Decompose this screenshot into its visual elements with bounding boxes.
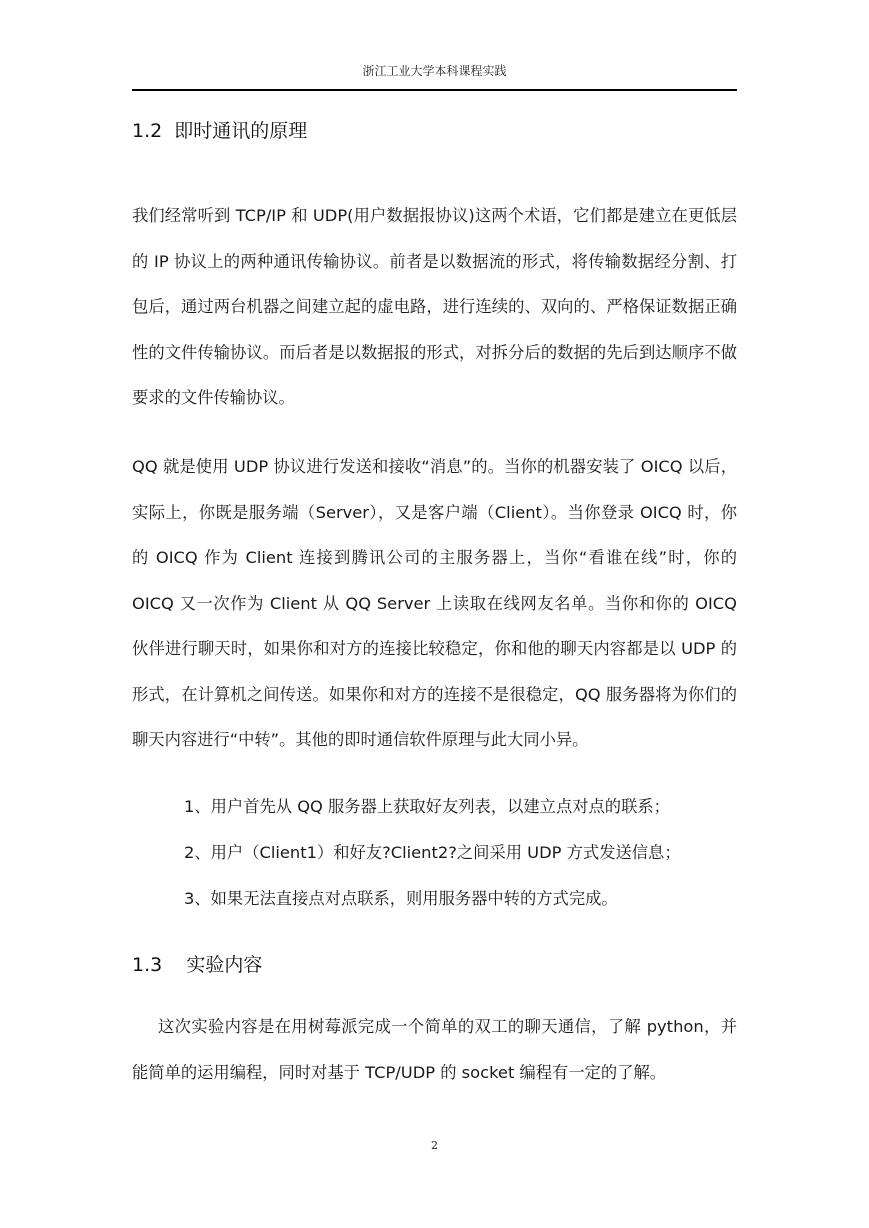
paragraph-experiment: 这次实验内容是在用树莓派完成一个简单的双工的聊天通信，了解 python，并能简单的运用编程，同时对基于 TCP/UDP 的 socket 编程有一定的了解。 bbox=[132, 1017, 737, 1082]
list-item: 2、用户（Client1）和好友?Client2?之间采用 UDP 方式发送信息； bbox=[184, 843, 681, 862]
steps-list bbox=[184, 784, 681, 922]
paragraph-qq-udp: QQ 就是使用 UDP 协议进行发送和接收“消息”的。当你的机器安装了 OICQ 以后，实际上，你既是服务端（Server），又是客户端（Client）。当你登录 OICQ 时，你的 OICQ 作为 Client 连接到腾讯公司的主服务器上，当你“看谁在线”时，你的 OICQ 又一次作为 Client 从 QQ Server 上读取在线网友名单。当你和你的 OICQ 伙伴进行聊天时，如果你和对方的连接比较稳定，你和他的聊天内容都是以 UDP 的形式，在计算机之间传送。如果你和对方的连接不是很稳定，QQ 服务器将为你们的聊天内容进行“中转”。其他的即时通信软件原理与此大同小异。 bbox=[132, 457, 737, 749]
page-number: 2 bbox=[431, 1139, 438, 1152]
section-heading-1-2: 1.2 即时通讯的原理 bbox=[132, 120, 308, 142]
section-heading-1-3: 1.3 实验内容 bbox=[132, 954, 263, 976]
list-item: 1、用户首先从 QQ 服务器上获取好友列表，以建立点对点的联系； bbox=[184, 797, 670, 816]
paragraph-tcp-udp: 我们经常听到 TCP/IP 和 UDP(用户数据报协议)这两个术语，它们都是建立在更低层的 IP 协议上的两种通讯传输协议。前者是以数据流的形式，将传输数据经分割、打包后，通过两台机器之间建立起的虚电路，进行连续的、双向的、严格保证数据正确性的文件传输协议。而后者是以数据报的形式，对拆分后的数据的先后到达顺序不做要求的文件传输协议。 bbox=[132, 206, 737, 407]
list-item: 3、如果无法直接点对点联系，则用服务器中转的方式完成。 bbox=[184, 889, 618, 908]
page-header: 浙江工业大学本科课程实践 bbox=[362, 64, 507, 78]
header-divider bbox=[132, 89, 737, 91]
